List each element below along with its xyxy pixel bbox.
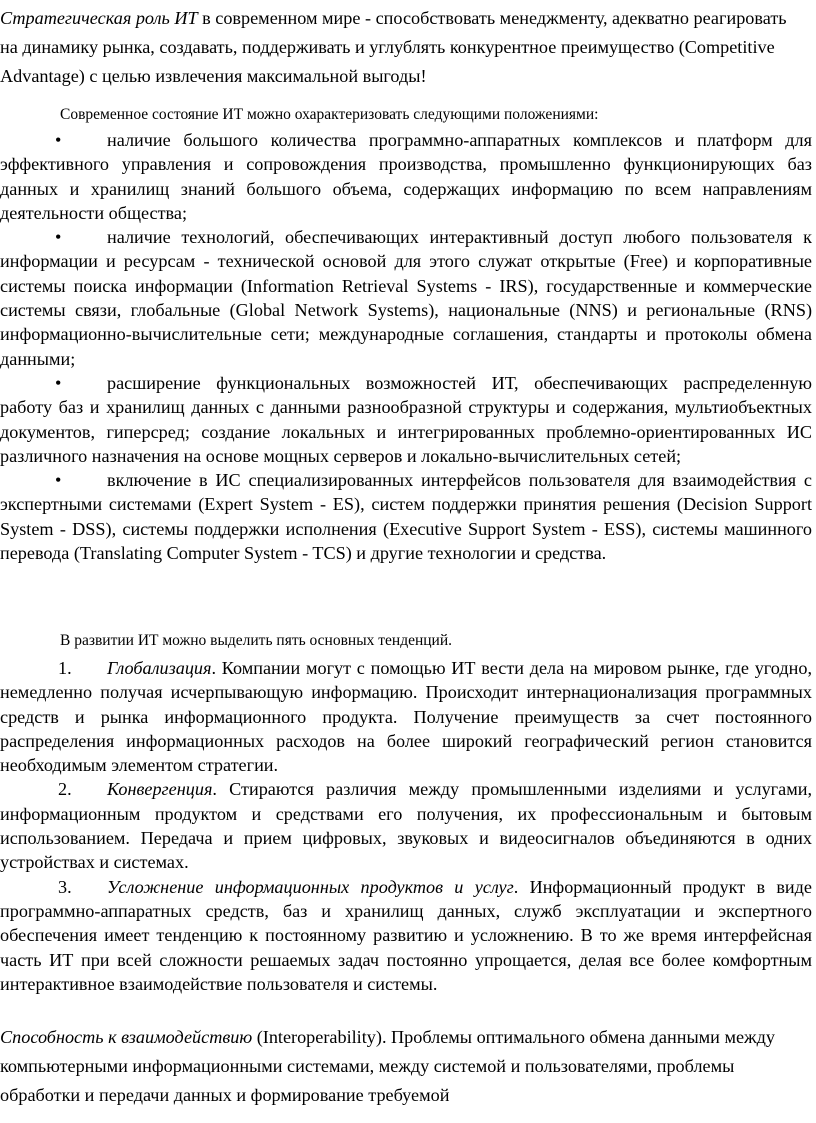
trends-list: [0, 656, 812, 996]
trend-number: 1.: [58, 658, 72, 678]
intro-text: в современном мире - способствовать менеджменту, адекватно реагировать на динамику рынка, создавать, поддерживать и углублять конкурентное преимущество (Competitive Advantage) с целью извлечения максимальной выгоды!: [0, 8, 787, 86]
bullet-text: включение в ИС специализированных интерфейсов пользователя для взаимодействия с экспертными системами (Expert System - ES), систем поддержки принятия решения (Decision Support System - DSS), системы поддержки исполнения (Executive Support System - ESS), системы машинного перевода (Translating Computer System - TCS) и другие технологии и средства.: [0, 470, 812, 564]
trend-number: 3.: [58, 876, 72, 897]
state-heading: Современное состояние ИТ можно охарактеризовать следующими положениями:: [60, 106, 599, 123]
trend-number: 2.: [58, 779, 72, 800]
trend-title: Конвергенция: [107, 779, 213, 800]
intro-paragraph: [0, 4, 808, 91]
trend-text: . Информационный продукт в виде программно-аппаратных средств, баз и хранилищ данных, служб эксплуатации и экспертного обеспечения имеет тенденцию к постоянному развитию и усложнению. В то же время интерфейсная часть ИТ при всей сложности решаемых задач постоянно упрощается, делая все более комфортным интерактивное взаимодействие пользователя и системы.: [0, 876, 812, 994]
list-item: [0, 468, 812, 565]
bullet-text: наличие технологий, обеспечивающих интерактивный доступ любого пользователя к информации и ресурсам - технической основой для этого служат открытые (Free) и корпоративные системы поиска информации (Information Retrieval Systems - IRS), государственные и коммерческие системы связи, глобальные (Global Network Systems), национальные (NNS) и региональные (RNS) информационно-вычислительные сети; международные соглашения, стандарты и протоколы обмена данными;: [0, 227, 812, 369]
list-item: [0, 225, 812, 371]
list-item: [0, 371, 812, 468]
bullet-mark: •: [55, 372, 62, 393]
list-item: [0, 128, 812, 225]
interop-text: (Interoperability). Проблемы оптимального обмена данными между компьютерными информационными системами, между системой и пользователями, проблемы обработки и передачи данных и формирование требуемой: [0, 1027, 775, 1105]
trend-text: . Компании могут с помощью ИТ вести дела на мировом рынке, где угодно, немедленно получая исчерпывающую информацию. Происходит интернационализация программных средств и рынка информационного продукта. Получение преимуществ за счет постоянного распределения информационных расходов на более широкий географический регион становится необходимым элементом стратегии.: [0, 658, 812, 776]
list-item: [0, 777, 812, 874]
interop-lead: Способность к взаимодействию: [0, 1027, 253, 1047]
trends-heading: В развитии ИТ можно выделить пять основных тенденций.: [60, 632, 453, 649]
bullet-mark: •: [55, 470, 62, 491]
bullet-mark: •: [55, 227, 62, 248]
trend-title: Усложнение информационных продуктов и услуг: [107, 876, 514, 897]
list-item: [0, 875, 812, 996]
intro-lead: Стратегическая роль ИТ: [0, 8, 198, 28]
interoperability-paragraph: [0, 1023, 808, 1110]
bullet-text: расширение функциональных возможностей ИТ, обеспечивающих распределенную работу баз и хранилищ данных с данными разнообразной структуры и содержания, мультиобъектных документов, гиперсред; создание локальных и интегрированных проблемно-ориентированных ИС различного назначения на основе мощных серверов и локально-вычислительных сетей;: [0, 372, 812, 466]
trend-text: . Стираются различия между промышленными изделиями и услугами, информационным продуктом и средствами его получения, их профессиональным и бытовым использованием. Передача и прием цифровых, звуковых и видеосигналов объединяются в одних устройствах и системах.: [0, 779, 812, 873]
bullet-text: наличие большого количества программно-аппаратных комплексов и платформ для эффективного управления и сопровождения производства, промышленно функционирующих баз данных и хранилищ знаний большого объема, содержащих информацию по всем направлениям деятельности общества;: [0, 130, 812, 223]
list-item: [0, 656, 812, 777]
trend-title: Глобализация: [107, 658, 212, 678]
state-bullet-list: [0, 128, 812, 565]
bullet-mark: •: [55, 130, 62, 150]
